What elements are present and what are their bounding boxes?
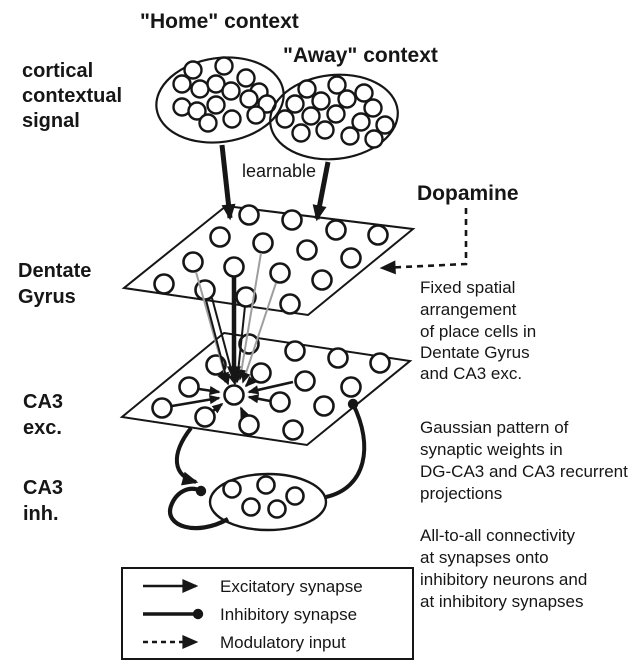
- svg-text:of place cells in: of place cells in: [420, 322, 537, 341]
- svg-text:cortical: cortical: [22, 60, 94, 82]
- ca3-inh-label: [23, 477, 63, 525]
- svg-text:contextual: contextual: [22, 85, 123, 107]
- neuron-circle: [211, 228, 230, 247]
- neuron-circle: [224, 481, 241, 498]
- neuron-circle: [287, 96, 304, 113]
- svg-text:Dentate Gyrus: Dentate Gyrus: [420, 343, 530, 362]
- svg-text:exc.: exc.: [23, 417, 62, 439]
- home-context-neurons: [174, 58, 276, 132]
- neuron-circle: [313, 271, 332, 290]
- svg-text:at inhibitory synapses: at inhibitory synapses: [420, 592, 584, 611]
- svg-text:inh.: inh.: [23, 503, 59, 525]
- neuron-circle: [339, 91, 356, 108]
- svg-text:DG-CA3 and CA3 recurrent: DG-CA3 and CA3 recurrent: [420, 462, 628, 481]
- svg-text:Gaussian pattern of: Gaussian pattern of: [420, 418, 569, 437]
- neuron-circle: [303, 108, 320, 125]
- neuron-circle: [240, 416, 259, 435]
- neuron-circle: [293, 125, 310, 142]
- svg-text:CA3: CA3: [23, 391, 64, 413]
- neuron-circle: [223, 83, 240, 100]
- neuron-circle: [369, 226, 388, 245]
- legend-box: [122, 568, 413, 659]
- svg-text:and CA3 exc.: and CA3 exc.: [420, 364, 523, 383]
- legend-excitatory-label: Excitatory synapse: [220, 577, 363, 596]
- svg-text:synaptic weights in: synaptic weights in: [420, 440, 563, 459]
- neuron-circle: [342, 378, 361, 397]
- neuron-circle: [243, 499, 260, 516]
- svg-text:projections: projections: [420, 484, 503, 503]
- neuron-circle: [241, 91, 258, 108]
- svg-text:CA3: CA3: [23, 477, 64, 499]
- neuron-circle: [224, 111, 241, 128]
- neuron-circle: [342, 249, 361, 268]
- neuron-circle: [315, 397, 334, 416]
- neuron-circle: [271, 264, 290, 283]
- annotation-all-to-all: [420, 526, 587, 611]
- svg-text:Gyrus: Gyrus: [18, 286, 76, 308]
- neuron-circle: [342, 128, 359, 145]
- neuron-circle: [371, 354, 390, 373]
- annotation-gaussian: [420, 418, 628, 503]
- neuron-circle: [155, 275, 174, 294]
- svg-text:Fixed spatial: Fixed spatial: [420, 278, 516, 297]
- svg-text:signal: signal: [22, 110, 80, 132]
- dopamine-label: Dopamine: [417, 182, 519, 205]
- svg-text:inhibitory neurons and: inhibitory neurons and: [420, 570, 588, 589]
- svg-text:All-to-all connectivity: All-to-all connectivity: [420, 526, 575, 545]
- neuron-circle: [313, 93, 330, 110]
- neuron-circle: [216, 58, 233, 75]
- neuron-circle: [299, 81, 316, 98]
- away-input-arrow: [317, 162, 328, 219]
- neuron-circle: [366, 131, 383, 148]
- dentate-gyrus-label: [18, 260, 91, 308]
- neuron-circle: [283, 211, 302, 230]
- neuron-circle: [328, 106, 345, 123]
- cortical-signal-label: [22, 60, 122, 132]
- neuron-circle: [208, 97, 225, 114]
- neuron-circle: [225, 258, 244, 277]
- neuron-circle: [180, 378, 199, 397]
- neuron-circle: [174, 76, 191, 93]
- neuron-circle: [327, 221, 346, 240]
- neuron-circle: [184, 253, 203, 272]
- neuron-circle: [192, 81, 209, 98]
- svg-text:Dentate: Dentate: [18, 260, 92, 282]
- neuron-circle: [281, 295, 300, 314]
- neuron-circle: [200, 115, 217, 132]
- dentate-gyrus-plane: [124, 206, 413, 315]
- neuron-circle: [153, 399, 172, 418]
- neuron-circle: [365, 100, 382, 117]
- svg-text:at synapses onto: at synapses onto: [420, 548, 549, 567]
- neuron-circle: [254, 234, 273, 253]
- neuron-circle: [258, 477, 275, 494]
- neuron-circle: [284, 421, 303, 440]
- away-context-label: "Away" context: [283, 44, 438, 67]
- ca3-center-neuron: [225, 386, 244, 405]
- neuron-circle: [287, 488, 304, 505]
- neuron-circle: [238, 70, 255, 87]
- neuron-circle: [269, 501, 286, 518]
- neuron-circle: [296, 372, 315, 391]
- neuron-circle: [252, 364, 271, 383]
- neuron-circle: [196, 408, 215, 427]
- neuron-circle: [277, 111, 294, 128]
- legend-inhibitory-label: Inhibitory synapse: [220, 605, 358, 624]
- legend-modulatory-label: Modulatory input: [220, 633, 346, 652]
- neuron-circle: [298, 241, 317, 260]
- ca3-exc-label: [23, 391, 63, 439]
- neuron-circle: [271, 393, 290, 412]
- exc-to-inh-curve: [177, 428, 196, 482]
- neuron-circle: [317, 122, 334, 139]
- neuron-circle: [286, 342, 305, 361]
- annotation-fixed-spatial: [420, 278, 536, 383]
- svg-text:arrangement: arrangement: [420, 300, 517, 319]
- learnable-label: learnable: [242, 161, 317, 181]
- home-context-label: "Home" context: [140, 10, 299, 33]
- neuron-circle: [240, 206, 259, 225]
- neuron-circle: [248, 107, 265, 124]
- neuron-circle: [329, 349, 348, 368]
